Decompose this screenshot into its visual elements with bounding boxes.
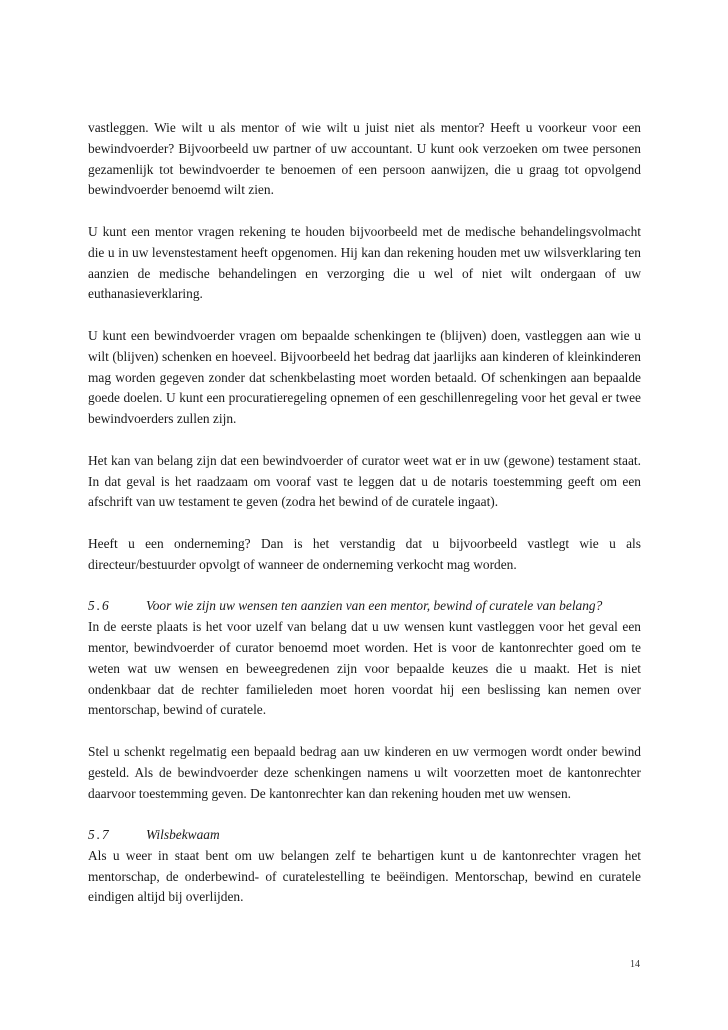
paragraph-spacer	[88, 201, 641, 222]
paragraph: Het kan van belang zijn dat een bewindvoerder of curator weet wat er in uw (gewone) testament staat. In dat geval is het raadzaam om vooraf vast te leggen dat u de notaris toestemming geeft om een afschrift van uw testament te geven (zodra het bewind of de curatele ingaat).	[88, 452, 641, 510]
paragraph: Heeft u een onderneming? Dan is het verstandig dat u bijvoorbeeld vastlegt wie u als directeur/bestuurder opvolgt of wanneer de onderneming verkocht mag worden.	[88, 535, 641, 572]
paragraph-spacer	[88, 513, 641, 534]
section-number: 5.6	[88, 598, 111, 614]
section-heading-5-7	[88, 825, 641, 846]
paragraph-spacer	[88, 804, 641, 825]
paragraph: Als u weer in staat bent om uw belangen zelf te behartigen kunt u de kantonrechter vragen het mentorschap, de onderbewind- of curatelestelling te beëindigen. Mentorschap, bewind en curatele eindigen altijd bij overlijden.	[88, 847, 641, 905]
paragraph: vastleggen. Wie wilt u als mentor of wie wilt u juist niet als mentor? Heeft u voorkeur voor een bewindvoerder? Bijvoorbeeld uw partner of uw accountant. U kunt ook verzoeken om twee personen gezamenlijk tot bewindvoerder te benoemen of een persoon aanwijzen, die u graag tot opvolgend bewindvoerder benoemd wilt zien.	[88, 120, 641, 198]
section-number: 5.7	[88, 827, 111, 843]
section-title: Wilsbekwaam	[146, 827, 220, 843]
page-number: 14	[630, 959, 640, 970]
paragraph-spacer	[88, 721, 641, 742]
paragraph: In de eerste plaats is het voor uzelf van belang dat u uw wensen kunt vastleggen voor het geval een mentor, bewindvoerder of curator benoemd moet worden. Het is voor de kantonrechter goed om te weten wat uw wensen en beweegredenen zijn voor bepaalde keuzes die u maakt. Het is niet ondenkbaar dat de rechter familieleden moet horen voordat hij een beslissing kan nemen over mentorschap, bewind of curatele.	[88, 619, 641, 718]
document-page-body	[88, 118, 641, 908]
paragraph: Stel u schenkt regelmatig een bepaald bedrag aan uw kinderen en uw vermogen wordt onder bewind gesteld. Als de bewindvoerder deze schenkingen namens u wilt voorzetten moet de kantonrechter daarvoor toestemming geven. De kantonrechter kan dan rekening houden met uw wensen.	[88, 743, 641, 801]
paragraph: U kunt een bewindvoerder vragen om bepaalde schenkingen te (blijven) doen, vastleggen aan wie u wilt (blijven) schenken en hoeveel. Bijvoorbeeld het bedrag dat jaarlijks aan kinderen of kleinkinderen mag worden gegeven zonder dat schenkbelasting moet worden betaald. Of schenkingen aan bepaalde goede doelen. U kunt een procuratieregeling opnemen of een geschillenregeling voor het geval er twee bewindvoerders zullen zijn.	[88, 327, 641, 427]
section-title: Voor wie zijn uw wensen ten aanzien van een mentor, bewind of curatele van belang?	[146, 598, 603, 614]
paragraph-spacer	[88, 576, 641, 597]
paragraph-spacer	[88, 305, 641, 326]
paragraph-spacer	[88, 430, 641, 451]
section-heading-5-6	[88, 596, 641, 617]
paragraph: U kunt een mentor vragen rekening te houden bijvoorbeeld met de medische behandelingsvolmacht die u in uw levenstestament heeft opgenomen. Hij kan dan rekening houden met uw wilsverklaring ten aanzien de medische behandelingen en verzorging die u wel of niet wilt ondergaan of uw euthanasieverklaring.	[88, 223, 641, 302]
